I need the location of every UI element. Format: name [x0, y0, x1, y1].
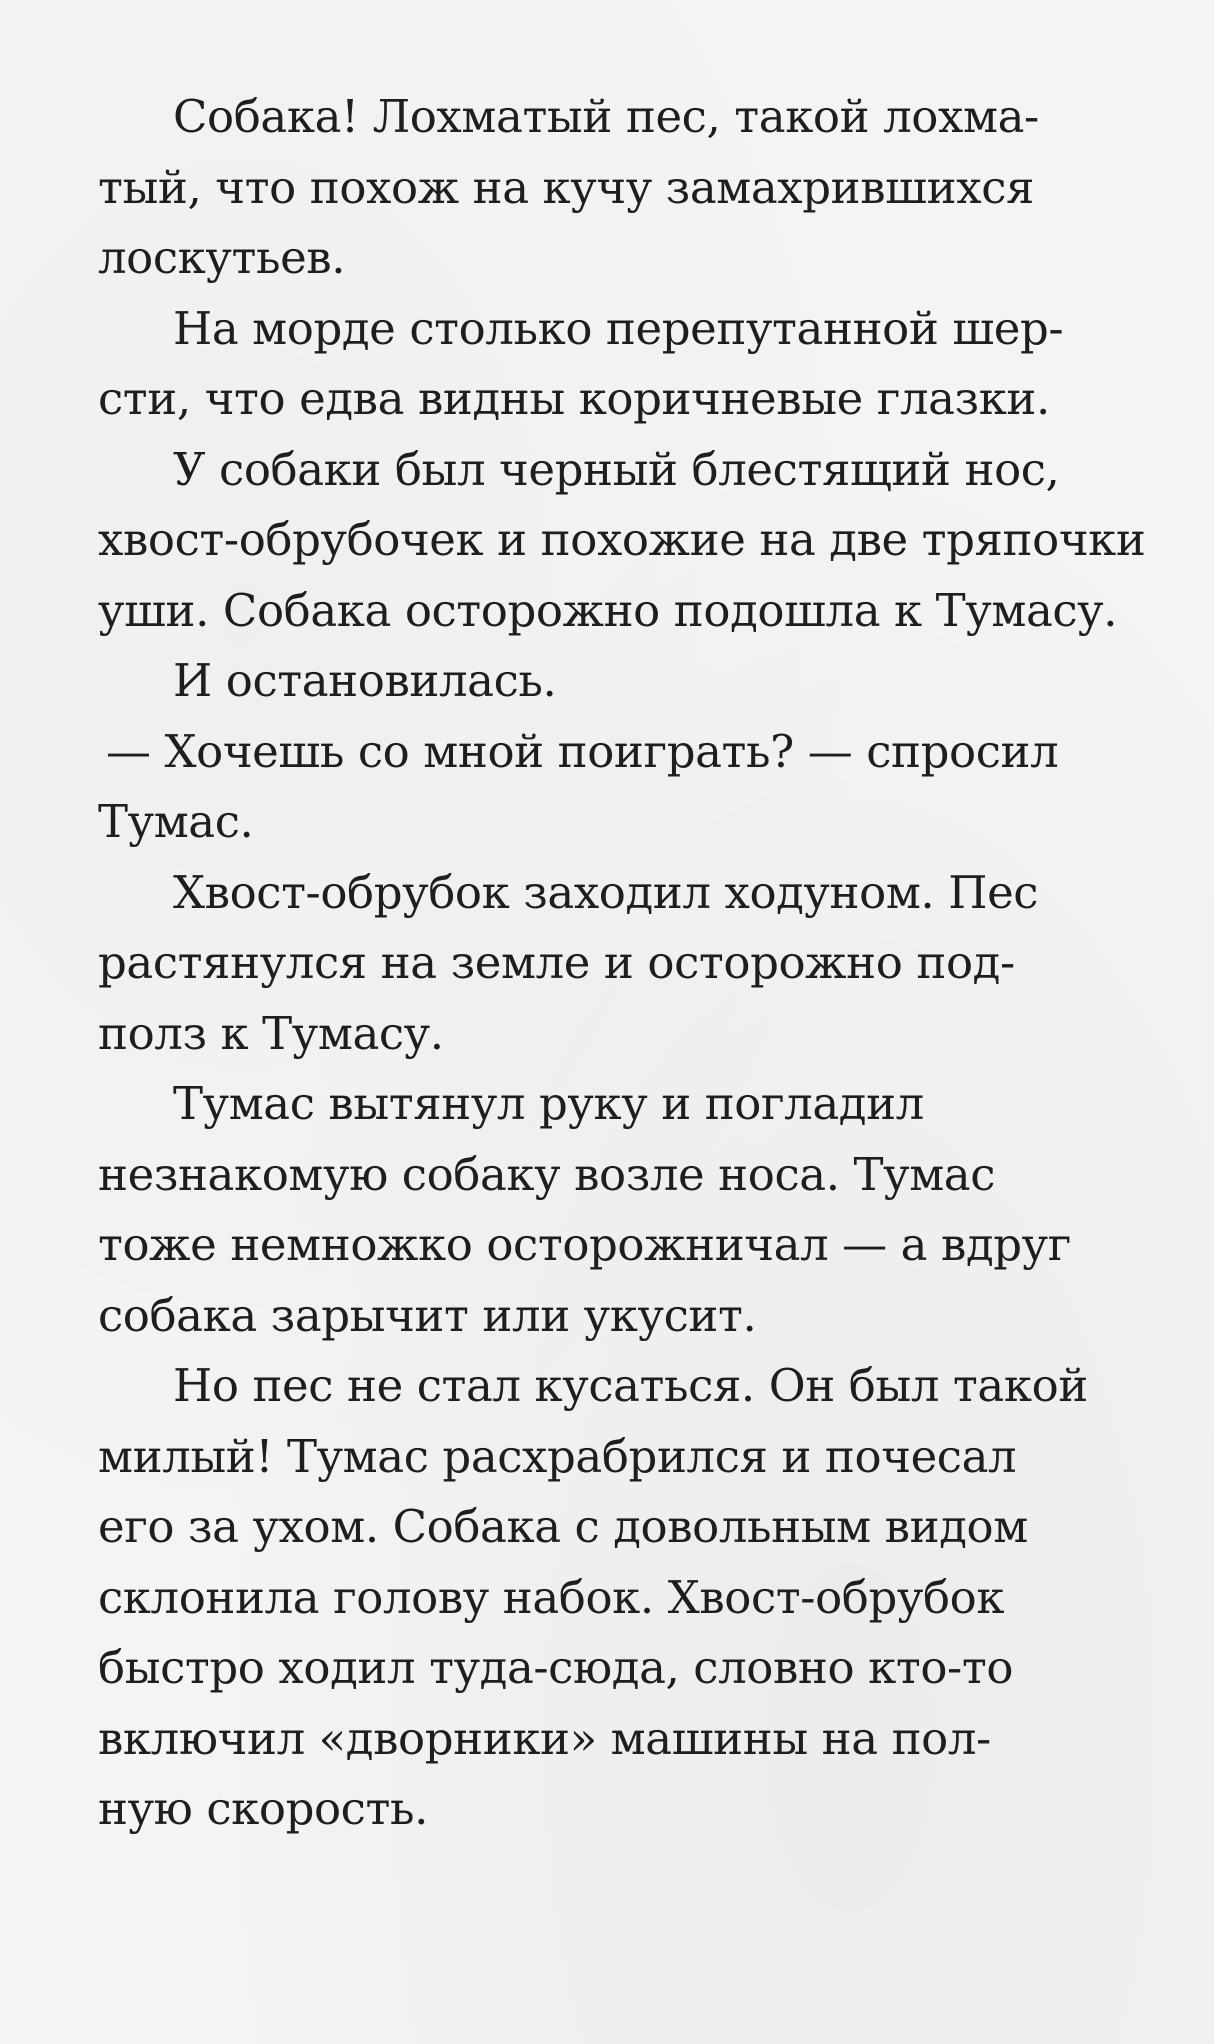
text-line: лоскутьев.	[98, 231, 346, 284]
text-line: милый! Тумас расхрабрился и почесал	[98, 1429, 1017, 1483]
text-line: тоже немножко осторожничал — а вдруг	[98, 1218, 1071, 1271]
text-line: уши. Собака осторожно подошла к Тумасу.	[98, 583, 1118, 637]
page-text	[98, 82, 1188, 1845]
text-line: полз к Тумасу.	[98, 1006, 444, 1060]
text-line: На морде столько перепутанной шер-	[173, 301, 1064, 355]
text-line: включил «дворники» машины на пол-	[98, 1711, 991, 1765]
text-line: Хвост-обрубок заходил ходуном. Пес	[173, 865, 1039, 919]
text-line: Тумас.	[98, 795, 254, 848]
text-line: тый, что похож на кучу замахрившихся	[98, 160, 1034, 214]
text-line: незнакомую собаку возле носа. Тумас	[98, 1147, 996, 1201]
text-line: собака зарычит или укусит.	[98, 1288, 757, 1342]
text-line: У собаки был черный блестящий нос,	[173, 442, 1060, 496]
text-line: ную скорость.	[98, 1782, 428, 1835]
text-line: Но пес не стал кусаться. Он был такой	[173, 1359, 1088, 1412]
text-line: хвост-обрубочек и похожие на две тряпочки	[98, 513, 1146, 566]
text-line: — Хочешь со мной поиграть? — спросил	[106, 724, 1059, 778]
text-line: Тумас вытянул руку и погладил	[173, 1077, 924, 1130]
text-line: склонила голову набок. Хвост-обрубок	[98, 1570, 1005, 1624]
text-line: Собака! Лохматый пес, такой лохма-	[173, 90, 1039, 143]
text-line: его за ухом. Собака с довольным видом	[98, 1500, 1028, 1553]
text-line: быстро ходил туда-сюда, словно кто-то	[98, 1641, 1014, 1694]
text-line: сти, что едва видны коричневые глазки.	[98, 372, 1050, 425]
text-line: И остановилась.	[173, 654, 557, 707]
text-line: растянулся на земле и осторожно под-	[98, 936, 1015, 989]
